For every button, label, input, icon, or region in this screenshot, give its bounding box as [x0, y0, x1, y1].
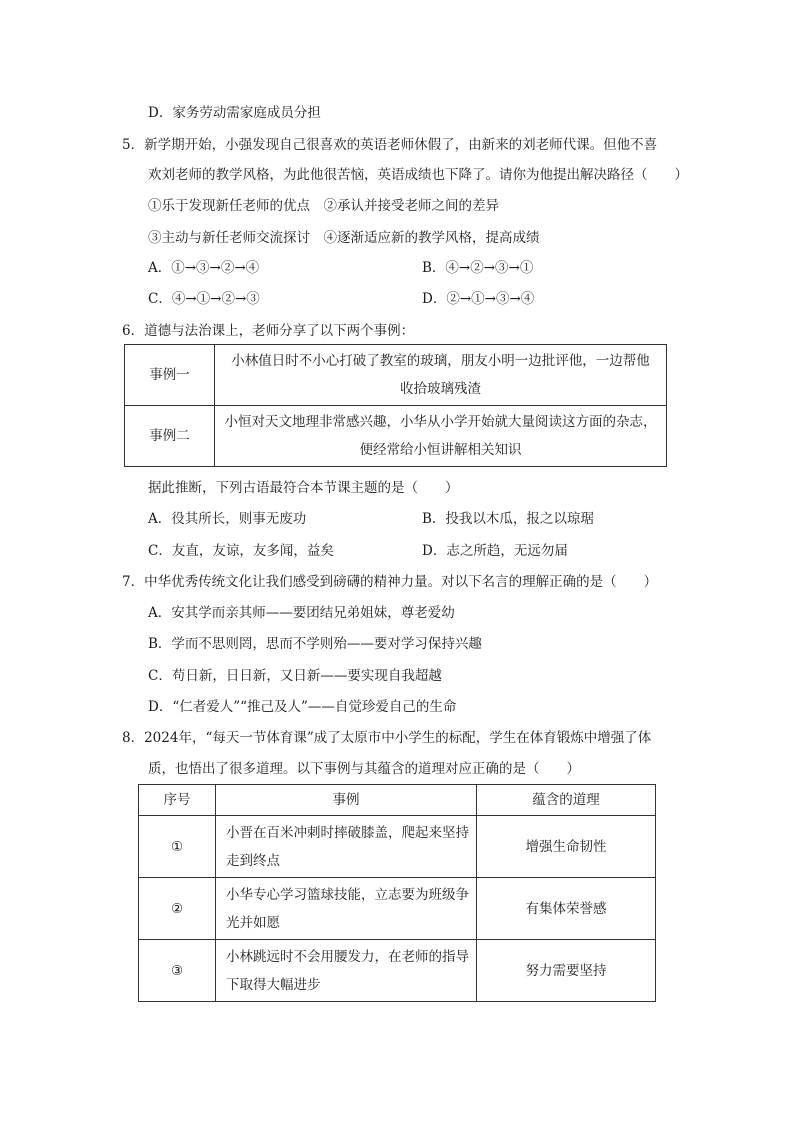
q4-option-d: D．家务劳动需家庭成员分担: [148, 105, 321, 121]
q6-stem: 6．道德与法治课上，老师分享了以下两个事例：: [122, 323, 415, 339]
q5-option-a: A．①→③→②→④: [148, 260, 260, 276]
q8-stem-line1: 8．2024年，“每天一节体育课”成了太原市中小学生的标配，学生在体育锻炼中增强了体: [122, 730, 652, 746]
q8-header-no: 序号: [139, 785, 216, 816]
table-row: [139, 878, 656, 940]
q6-row2-content: [215, 406, 667, 467]
q6-option-a: A．役其所长，则事无废功: [148, 511, 307, 527]
q6-option-b: B．投我以木瓜，报之以琼琚: [422, 511, 594, 527]
q5-option-d: D．②→①→③→④: [422, 291, 535, 307]
q6-row1-line2: 收拾玻璃残渣: [400, 381, 481, 397]
q8-row1-no: ①: [139, 816, 216, 878]
q6-row1-line1: 小林值日时不小心打破了教室的玻璃，朋友小明一边批评他，一边帮他: [231, 353, 650, 369]
table-row: [125, 345, 667, 406]
q5-stem-line1: 5．新学期开始，小强发现自己很喜欢的英语老师休假了，由新来的刘老师代课。但他不喜: [122, 137, 658, 153]
q5-stem-line2: 欢刘老师的教学风格，为此他很苦恼，英语成绩也下降了。请你为他提出解决路径（ ）: [148, 167, 688, 183]
q8-row2-case-line1: 小华专心学习篮球技能，立志要为班级争: [226, 886, 469, 903]
q8-row2-no: ②: [139, 878, 216, 940]
q6-row1-label: 事例一: [125, 345, 215, 406]
q8-row2-case-line2: 光并如愿: [226, 914, 280, 931]
q7-option-a: A．安其学而亲其师——要团结兄弟姐妹，尊老爱幼: [148, 605, 455, 621]
q5-items-line2: ③主动与新任老师交流探讨 ④逐渐适应新的教学风格，提高成绩: [148, 230, 540, 246]
q8-row1-case-line2: 走到终点: [226, 852, 280, 869]
q6-row2-line2: 便经常给小恒讲解相关知识: [359, 442, 522, 458]
q8-row3-case-line1: 小林跳远时不会用腰发力，在老师的指导: [226, 948, 469, 965]
q8-row2-reason: 有集体荣誉感: [477, 878, 656, 940]
q8-table: [138, 784, 656, 1002]
q8-row3-case: [216, 940, 477, 1002]
q8-row1-case: [216, 816, 477, 878]
table-row: [139, 940, 656, 1002]
q8-header-reason: 蕴含的道理: [477, 785, 656, 816]
q6-case-table: [124, 344, 667, 467]
q8-row3-no: ③: [139, 940, 216, 1002]
table-row: [125, 406, 667, 467]
q7-option-d: D．“仁者爱人”“推己及人”——自觉珍爱自己的生命: [148, 699, 457, 715]
q6-option-c: C．友直，友谅，友多闻，益矣: [148, 543, 334, 559]
q6-row2-label: 事例二: [125, 406, 215, 467]
q8-row1-reason: 增强生命韧性: [477, 816, 656, 878]
q6-row2-line1: 小恒对天文地理非常感兴趣，小华从小学开始就大量阅读这方面的杂志，: [224, 414, 657, 430]
q8-row3-case-line2: 下取得大幅进步: [226, 976, 321, 993]
table-header-row: [139, 785, 656, 816]
q5-items-line1: ①乐于发现新任老师的优点 ②承认并接受老师之间的差异: [148, 198, 499, 214]
q8-stem-line2: 质，也悟出了很多道理。以下事例与其蕴含的道理对应正确的是（ ）: [148, 761, 580, 777]
q8-row1-case-line1: 小晋在百米冲刺时摔破膝盖，爬起来坚持: [226, 824, 469, 841]
q7-option-b: B．学而不思则罔，思而不学则殆——要对学习保持兴趣: [148, 636, 482, 652]
q8-row3-reason: 努力需要坚持: [477, 940, 656, 1002]
q8-header-case: 事例: [216, 785, 477, 816]
q6-follow: 据此推断，下列古语最符合本节课主题的是（ ）: [148, 480, 459, 496]
table-row: [139, 816, 656, 878]
q8-row2-case: [216, 878, 477, 940]
q7-option-c: C．苟日新，日日新，又日新——要实现自我超越: [148, 668, 442, 684]
q5-option-b: B．④→②→③→①: [422, 260, 534, 276]
q5-option-c: C．④→①→②→③: [148, 291, 260, 307]
q6-option-d: D．志之所趋，无远勿届: [422, 543, 568, 559]
q7-stem: 7．中华优秀传统文化让我们感受到磅礴的精神力量。对以下名言的理解正确的是（ ）: [122, 574, 658, 590]
q6-row1-content: [215, 345, 667, 406]
